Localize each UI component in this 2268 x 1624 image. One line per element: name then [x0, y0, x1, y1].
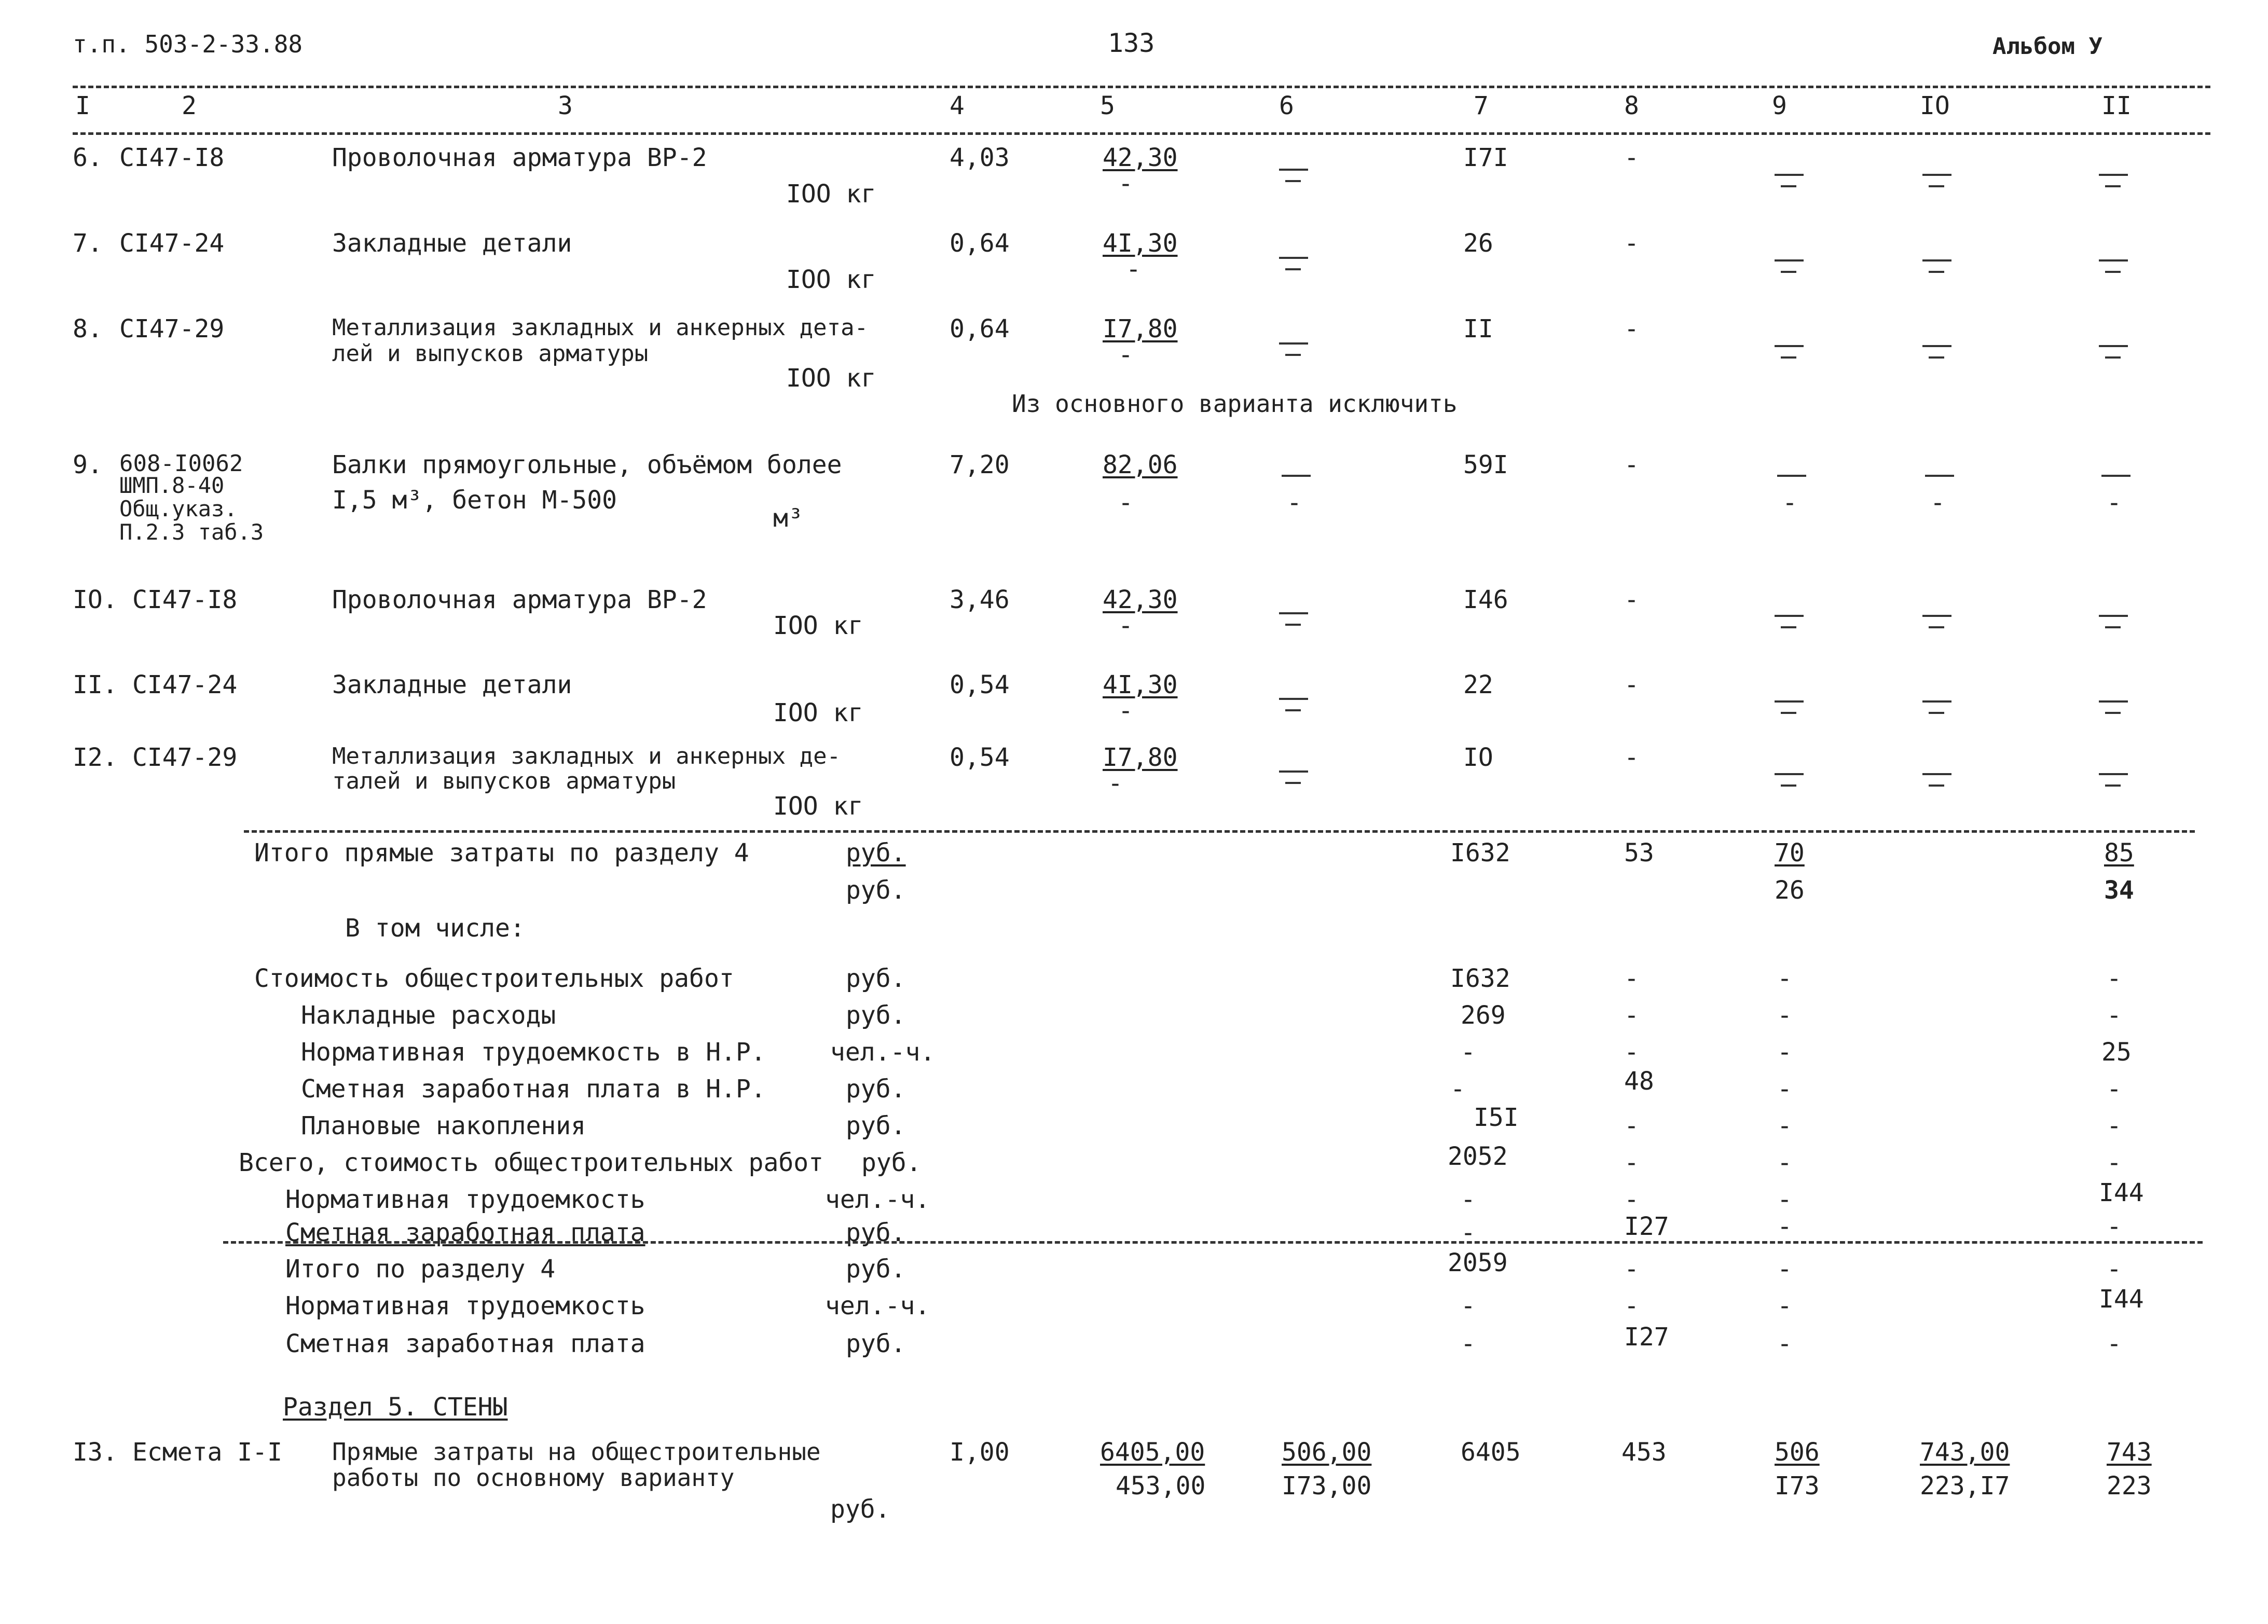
fraction-dash-c6 — [1279, 327, 1310, 363]
row-code-line4: П.2.3 таб.3 — [119, 519, 264, 545]
totals-line-col11: - — [2107, 964, 2122, 993]
header-bottom-rule — [73, 132, 2210, 135]
document-code: т.п. 503-2-33.88 — [73, 30, 303, 58]
row-code: CI47-I8 — [132, 585, 238, 614]
row-c9-bottom: - — [1782, 488, 1797, 517]
column-header-1: I — [75, 91, 90, 120]
row-name-line1: Металлизация закладных и анкерных де- — [332, 743, 841, 769]
totals-line-unit: чел.-ч. — [830, 1038, 936, 1067]
row-qty: 0,64 — [950, 314, 1010, 343]
direct-costs-unit-top: руб. — [846, 838, 906, 868]
row-col10-top: 743,00 — [1920, 1438, 2010, 1467]
totals-line-unit: руб. — [861, 1148, 922, 1177]
totals-line-col11: - — [2107, 1075, 2122, 1104]
fraction-dash-c9 — [1775, 244, 1806, 280]
row-number: IO. — [73, 585, 118, 614]
row-unit: IOO кг — [773, 611, 863, 640]
fraction-dash-c6 — [1279, 241, 1310, 278]
totals-line-unit: руб. — [846, 1255, 906, 1284]
row-number: 9. — [73, 450, 103, 479]
totals-line-col7: - — [1461, 1329, 1476, 1358]
row-col7: II — [1463, 314, 1493, 343]
row-col7: 6405 — [1461, 1438, 1521, 1467]
totals-line-col8: - — [1624, 1291, 1639, 1320]
direct-costs-col9-bottom: 26 — [1775, 876, 1805, 905]
fraction-dash-c11 — [2099, 329, 2130, 366]
row-c5-bottom: - — [1118, 696, 1133, 725]
row-price: I7,80 — [1103, 314, 1178, 343]
direct-costs-col7: I632 — [1450, 838, 1510, 868]
row-col8: - — [1624, 143, 1639, 172]
row-c5-bottom: - — [1118, 169, 1133, 198]
totals-line-col11: I44 — [2099, 1178, 2144, 1207]
column-header-6: 6 — [1279, 91, 1294, 120]
fraction-dash-c11 — [2099, 158, 2130, 195]
header-top-rule — [73, 86, 2210, 88]
row-col11-bottom: 223 — [2107, 1471, 2152, 1501]
totals-line-unit: руб. — [846, 1075, 906, 1104]
row-unit: IOO кг — [786, 265, 876, 294]
row-c5-bottom: - — [1118, 611, 1133, 640]
totals-line-col9: - — [1777, 1212, 1792, 1241]
totals-line-label: Сметная заработная плата в Н.Р. — [301, 1075, 766, 1104]
row-code: Есмета I-I — [132, 1438, 282, 1467]
totals-line-col8: - — [1624, 1255, 1639, 1284]
totals-line-unit: чел.-ч. — [825, 1185, 930, 1214]
album-label: Альбом У — [1992, 33, 2102, 60]
fraction-dash-c11 — [2101, 459, 2133, 490]
fraction-dash-c9 — [1775, 758, 1806, 794]
totals-line-unit: руб. — [846, 1111, 906, 1140]
row-code-line1: 608-I0062 — [119, 450, 243, 477]
row-qty: I,00 — [950, 1438, 1010, 1467]
totals-line-col7: 269 — [1461, 1001, 1506, 1030]
row-col9-bottom: I73 — [1775, 1471, 1820, 1501]
row-code-line2: ШМП.8-40 — [119, 473, 225, 498]
row-col6-top: 506,00 — [1282, 1438, 1372, 1467]
fraction-dash-c10 — [1922, 758, 1954, 794]
totals-line-col8: - — [1624, 1185, 1639, 1214]
row-col7: 59I — [1463, 450, 1508, 479]
totals-line-col7: 2059 — [1448, 1248, 1508, 1277]
totals-line-col7: - — [1461, 1291, 1476, 1320]
row-unit: IOO кг — [786, 180, 876, 209]
column-header-9: 9 — [1772, 91, 1787, 120]
totals-line-col8: - — [1624, 1148, 1639, 1177]
fraction-dash-c6 — [1279, 682, 1310, 719]
fraction-dash-c11 — [2099, 599, 2130, 636]
row-unit: IOO кг — [773, 792, 863, 821]
totals-line-unit: руб. — [846, 964, 906, 993]
totals-line-label: Нормативная трудоемкость в Н.Р. — [301, 1038, 766, 1067]
row-unit: IOO кг — [773, 698, 863, 727]
fraction-dash-c11 — [2099, 244, 2130, 280]
direct-costs-unit-bottom: руб. — [846, 876, 906, 905]
column-header-5: 5 — [1100, 91, 1115, 120]
row-qty: 7,20 — [950, 450, 1010, 479]
totals-line-col8: I27 — [1624, 1212, 1669, 1241]
row-name: Проволочная арматура ВР-2 — [332, 585, 707, 614]
row-qty: 4,03 — [950, 143, 1010, 172]
fraction-dash-c9 — [1775, 685, 1806, 721]
row-col7: 26 — [1463, 229, 1493, 258]
column-header-11: II — [2101, 91, 2132, 120]
fraction-dash-c6 — [1279, 597, 1310, 633]
totals-line-col8: I27 — [1624, 1323, 1669, 1352]
totals-line-col7: - — [1450, 1075, 1465, 1104]
fraction-dash-c9 — [1775, 158, 1806, 195]
column-header-2: 2 — [182, 91, 197, 120]
row-unit: м³ — [773, 504, 803, 533]
row-col9-top: 506 — [1775, 1438, 1820, 1467]
row-name-line1: Металлизация закладных и анкерных дета- — [332, 314, 869, 341]
totals-line-col7: - — [1461, 1218, 1476, 1247]
row-code: CI47-24 — [132, 670, 238, 699]
fraction-dash-c10 — [1922, 599, 1954, 636]
row-col11-top: 743 — [2107, 1438, 2152, 1467]
fraction-dash-c11 — [2099, 685, 2130, 721]
fraction-dash-c6 — [1282, 459, 1313, 490]
page-number: 133 — [1108, 28, 1155, 58]
totals-line-label: Всего, стоимость общестроительных работ — [239, 1148, 824, 1177]
row-price: 42,30 — [1103, 585, 1178, 614]
row-code: CI47-29 — [132, 743, 238, 772]
totals-line-label: Сметная заработная плата — [285, 1329, 645, 1358]
row-c11-bottom: - — [2107, 488, 2122, 517]
totals-line-col9: - — [1777, 1075, 1792, 1104]
row-col8: 453 — [1621, 1438, 1667, 1467]
exclude-note: Из основного варианта исключить — [1012, 390, 1458, 418]
row-price: 42,30 — [1103, 143, 1178, 172]
row-price: 82,06 — [1103, 450, 1178, 479]
totals-line-col8: - — [1624, 1038, 1639, 1067]
fraction-dash-c6 — [1279, 755, 1310, 791]
totals-line-col7: I632 — [1450, 964, 1510, 993]
direct-costs-col8: 53 — [1624, 838, 1654, 868]
row-number: 8. — [73, 314, 103, 343]
row-code: CI47-29 — [119, 314, 225, 343]
fraction-dash-c10 — [1922, 329, 1954, 366]
column-header-4: 4 — [950, 91, 965, 120]
column-header-10: IO — [1920, 91, 1950, 120]
totals-line-col9: - — [1777, 964, 1792, 993]
totals-line-col11: - — [2107, 1111, 2122, 1140]
totals-line-col11: I44 — [2099, 1285, 2144, 1314]
row-name-line1: Прямые затраты на общестроительные — [332, 1438, 821, 1466]
totals-line-label: Нормативная трудоемкость — [285, 1185, 645, 1214]
totals-line-col9: - — [1777, 1001, 1792, 1030]
row-col8: - — [1624, 585, 1639, 614]
totals-line-col9: - — [1777, 1148, 1792, 1177]
row-col7: IO — [1463, 743, 1493, 772]
totals-line-unit: руб. — [846, 1001, 906, 1030]
row-unit: IOO кг — [786, 364, 876, 393]
row-name-line1: Балки прямоугольные, объёмом более — [332, 450, 842, 479]
row-col7: I7I — [1463, 143, 1508, 172]
fraction-dash-c9 — [1777, 459, 1808, 490]
totals-line-col7: - — [1461, 1038, 1476, 1067]
row-col8: - — [1624, 670, 1639, 699]
totals-line-col9: - — [1777, 1291, 1792, 1320]
row-col5-bottom: 453,00 — [1116, 1471, 1206, 1501]
row-col8: - — [1624, 229, 1639, 258]
totals-line-col11: - — [2107, 1329, 2122, 1358]
row-number: I2. — [73, 743, 118, 772]
totals-line-unit: руб. — [846, 1329, 906, 1358]
totals-line-col11: - — [2107, 1255, 2122, 1284]
row-c5-bottom: - — [1108, 769, 1123, 798]
row-col7: I46 — [1463, 585, 1508, 614]
row-col8: - — [1624, 314, 1639, 343]
fraction-dash-c11 — [2099, 758, 2130, 794]
totals-line-unit: руб. — [846, 1218, 906, 1247]
column-header-7: 7 — [1474, 91, 1489, 120]
row-name: Закладные детали — [332, 229, 572, 258]
totals-line-col7: I5I — [1474, 1103, 1519, 1132]
fraction-dash-c6 — [1279, 153, 1310, 189]
totals-line-col7: 2052 — [1448, 1142, 1508, 1171]
row-c5-bottom: - — [1126, 255, 1141, 284]
totals-line-col11: 25 — [2101, 1038, 2132, 1067]
totals-line-col9: - — [1777, 1185, 1792, 1214]
section-5-title: Раздел 5. СТЕНЫ — [283, 1393, 508, 1422]
row-col5-top: 6405,00 — [1100, 1438, 1205, 1467]
totals-line-label: Сметная заработная плата — [285, 1218, 645, 1247]
row-price: 4I,30 — [1103, 229, 1178, 258]
totals-line-col9: - — [1777, 1111, 1792, 1140]
row-col8: - — [1624, 450, 1639, 479]
row-number: I3. — [73, 1438, 118, 1467]
column-header-8: 8 — [1624, 91, 1639, 120]
totals-line-col9: - — [1777, 1329, 1792, 1358]
totals-line-col11: - — [2107, 1148, 2122, 1177]
totals-line-label: Итого по разделу 4 — [285, 1255, 556, 1284]
row-c10-bottom: - — [1930, 488, 1945, 517]
row-price: 4I,30 — [1103, 670, 1178, 699]
row-name-line2: I,5 м³, бетон М-500 — [332, 486, 617, 515]
fraction-dash-c10 — [1925, 459, 1956, 490]
totals-line-col8: - — [1624, 1001, 1639, 1030]
fraction-dash-c10 — [1922, 158, 1954, 195]
totals-line-col7: - — [1461, 1185, 1476, 1214]
totals-line-col8: - — [1624, 964, 1639, 993]
row-col8: - — [1624, 743, 1639, 772]
row-qty: 0,54 — [950, 670, 1010, 699]
row-qty: 3,46 — [950, 585, 1010, 614]
totals-line-col8: 48 — [1624, 1067, 1654, 1096]
row-col6-bottom: I73,00 — [1282, 1471, 1372, 1501]
row-c5-bottom: - — [1118, 488, 1133, 517]
row-name-line2: талей и выпусков арматуры — [332, 768, 676, 794]
totals-line-col11: - — [2107, 1001, 2122, 1030]
row-number: 6. — [73, 143, 103, 172]
row-col10-bottom: 223,I7 — [1920, 1471, 2010, 1501]
fraction-dash-c10 — [1922, 685, 1954, 721]
totals-line-unit: чел.-ч. — [825, 1291, 930, 1320]
totals-line-label: Плановые накопления — [301, 1111, 586, 1140]
totals-line-label: Нормативная трудоемкость — [285, 1291, 645, 1320]
row-number: 7. — [73, 229, 103, 258]
fraction-dash-c9 — [1775, 329, 1806, 366]
direct-costs-col11-top: 85 — [2104, 838, 2134, 868]
row-unit: руб. — [830, 1495, 890, 1524]
totals-line-label: Накладные расходы — [301, 1001, 556, 1030]
direct-costs-label: Итого прямые затраты по разделу 4 — [254, 838, 749, 868]
totals-line-col8: - — [1624, 1111, 1639, 1140]
row-name-line2: лей и выпусков арматуры — [332, 340, 649, 367]
fraction-dash-c9 — [1775, 599, 1806, 636]
row-code-line3: Общ.указ. — [119, 496, 238, 521]
row-qty: 0,64 — [950, 229, 1010, 258]
row-code: CI47-24 — [119, 229, 225, 258]
row-number: II. — [73, 670, 118, 699]
direct-costs-col11-bottom: 34 — [2104, 876, 2134, 905]
row-qty: 0,54 — [950, 743, 1010, 772]
row-name-line2: работы по основному варианту — [332, 1464, 735, 1492]
row-c5-bottom: - — [1118, 340, 1133, 369]
section-total-rule — [223, 1241, 2203, 1244]
row-code: CI47-I8 — [119, 143, 225, 172]
row-name: Проволочная арматура ВР-2 — [332, 143, 707, 172]
totals-line-col11: - — [2107, 1212, 2122, 1241]
row-col7: 22 — [1463, 670, 1493, 699]
including-heading: В том числе: — [345, 914, 525, 943]
row-price: I7,80 — [1103, 743, 1178, 772]
column-header-3: 3 — [558, 91, 573, 120]
totals-top-rule — [244, 830, 2195, 833]
direct-costs-col9-top: 70 — [1775, 838, 1805, 868]
fraction-dash-c10 — [1922, 244, 1954, 280]
totals-line-label: Стоимость общестроительных работ — [254, 964, 734, 993]
row-c6-bottom: - — [1287, 488, 1302, 517]
totals-line-col9: - — [1777, 1038, 1792, 1067]
row-name: Закладные детали — [332, 670, 572, 699]
totals-line-col9: - — [1777, 1255, 1792, 1284]
